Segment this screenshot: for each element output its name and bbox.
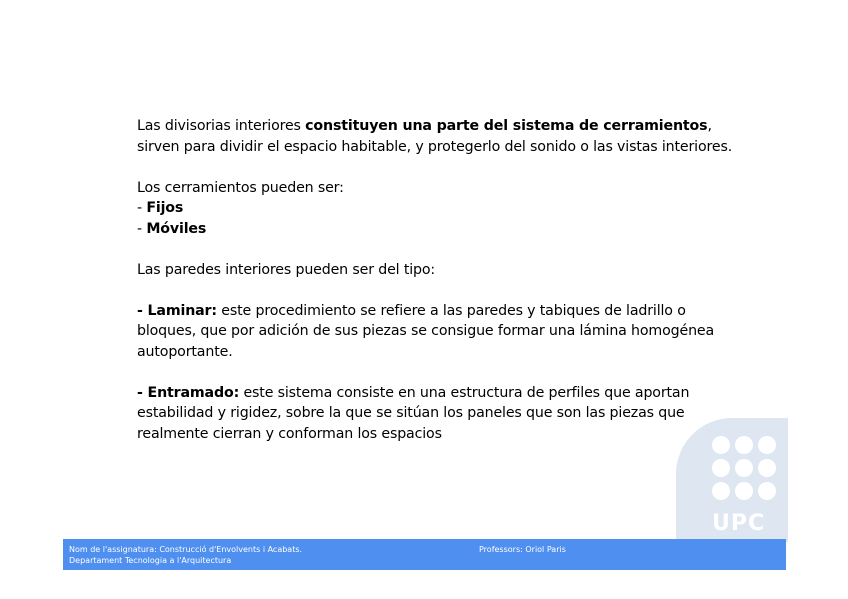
- footer-department: Departament Tecnologia a l'Arquitectura: [69, 556, 232, 565]
- entramado-paragraph: [137, 383, 737, 445]
- list-bullet: -: [137, 220, 147, 237]
- list-item-label: Móviles: [146, 220, 207, 237]
- footer-bar: [63, 539, 786, 570]
- logo-dot: [735, 459, 753, 477]
- logo-dot: [712, 459, 730, 477]
- intro-paragraph: [137, 116, 737, 157]
- intro-emphasis: constituyen una parte del sistema de cerramientos: [305, 118, 708, 134]
- upc-logo: [676, 418, 788, 542]
- entramado-text: este sistema consiste en una estructura de perfiles que aportan estabilidad y rigidez, sobre la que se sitúan los paneles que son las piezas que realmente cierran y conforman los espacios: [137, 384, 690, 442]
- laminar-label: - Laminar:: [137, 302, 217, 319]
- laminar-paragraph: [137, 301, 737, 363]
- intro-text: Las divisorias interiores: [137, 118, 306, 134]
- entramado-label: - Entramado:: [137, 384, 240, 401]
- logo-dot: [758, 436, 776, 454]
- logo-dot: [758, 459, 776, 477]
- logo-dot: [735, 436, 753, 454]
- footer-course: Nom de l'assignatura: Construcció d'Envolvents i Acabats.: [69, 545, 303, 554]
- logo-text: UPC: [712, 511, 766, 536]
- footer-professors: Professors: Oriol Paris: [479, 545, 566, 554]
- list-item-label: Fijos: [146, 200, 184, 216]
- list-item-fijos: [137, 198, 737, 219]
- slide-body: [137, 116, 737, 444]
- list-item-moviles: [137, 219, 737, 240]
- laminar-text: este procedimiento se refiere a las paredes y tabiques de ladrillo o bloques, que por adición de sus piezas se consigue formar una lámina homogénea autoportante.: [137, 302, 715, 360]
- logo-dot: [712, 436, 730, 454]
- types-intro: Los cerramientos pueden ser:: [137, 179, 344, 196]
- list-bullet: -: [137, 200, 147, 216]
- logo-dot: [758, 482, 776, 500]
- logo-dot: [712, 482, 730, 500]
- intro-text-end: , sirven para dividir el espacio habitable, y protegerlo del sonido o las vistas interiores.: [137, 118, 733, 155]
- wall-types-intro: Las paredes interiores pueden ser del tipo:: [137, 261, 436, 278]
- logo-dot: [735, 482, 753, 500]
